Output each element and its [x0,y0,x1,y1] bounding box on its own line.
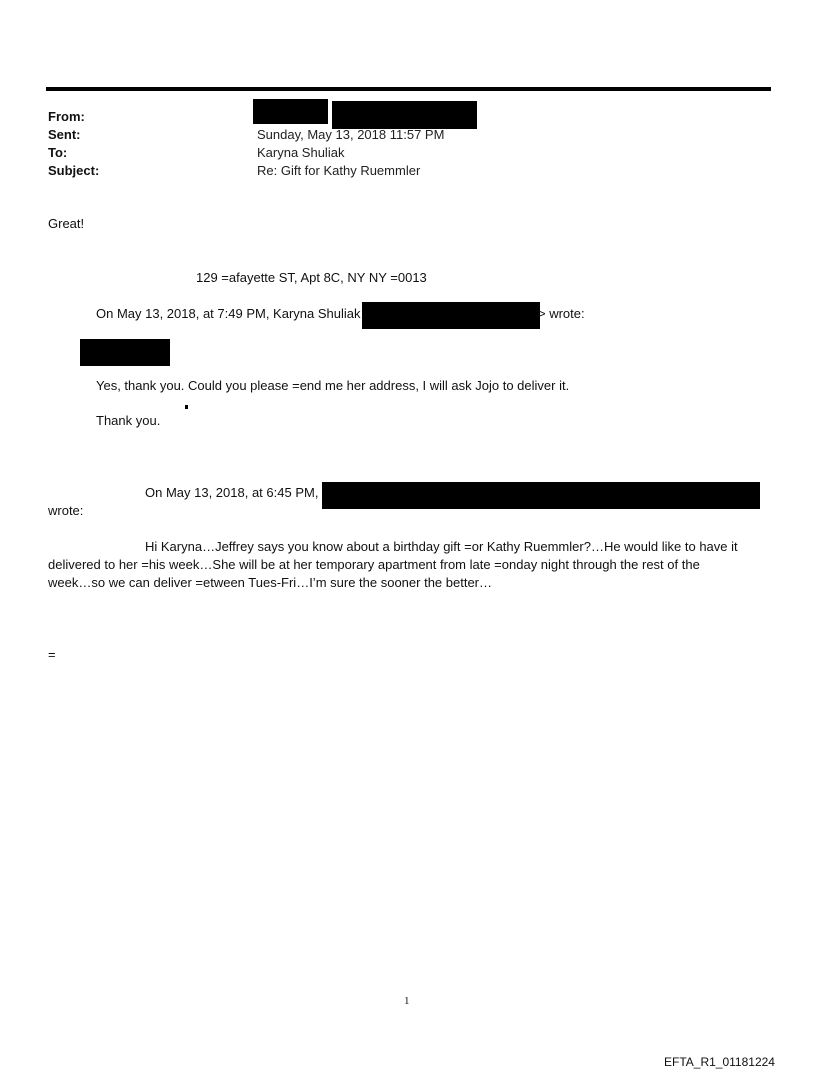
quote2-header-start: On May 13, 2018, at 6:45 PM, [145,485,319,500]
trailing-equals: = [48,647,56,662]
quote2-line1: Hi Karyna…Jeffrey says you know about a birthday gift =or Kathy Ruemmler?…He would like to have it [145,539,738,554]
to-value: Karyna Shuliak [257,145,345,160]
subject-label: Subject: [48,163,100,178]
to-label: To: [48,145,68,160]
quote1-line2: Thank you. [96,413,161,428]
quote2-line3: week…so we can deliver =etween Tues-Fri…I’m sure the sooner the better… [48,575,493,590]
from-label: From: [48,109,85,124]
quote1-header-start: On May 13, 2018, at 7:49 PM, Karyna Shuliak [96,306,361,321]
redaction-quote2-sender [322,482,760,509]
quote2-header-wrote: wrote: [48,503,84,518]
page-number: 1 [404,995,410,1007]
sent-label: Sent: [48,127,81,142]
redaction-quote1-signature [80,339,170,366]
quote2-line2: delivered to her =his week…She will be at her temporary apartment from late =onday night through the rest of the [48,557,700,572]
sent-value: Sunday, May 13, 2018 11:57 PM [257,127,445,142]
subject-value: Re: Gift for Kathy Ruemmler [257,163,421,178]
bates-number: EFTA_R1_01181224 [664,1055,775,1069]
quote1-line1: Yes, thank you. Could you please =end me her address, I will ask Jojo to deliver it. [96,378,570,393]
redaction-mark [185,405,188,409]
address-text: 129 =afayette ST, Apt 8C, NY NY =0013 [196,270,427,285]
greeting-text: Great! [48,216,85,231]
quote1-header-end: > wrote: [538,306,585,321]
redaction-quote1-email [362,302,540,329]
redaction-from-email [332,101,477,129]
redaction-from-name [253,99,328,124]
header-rule [46,87,771,91]
